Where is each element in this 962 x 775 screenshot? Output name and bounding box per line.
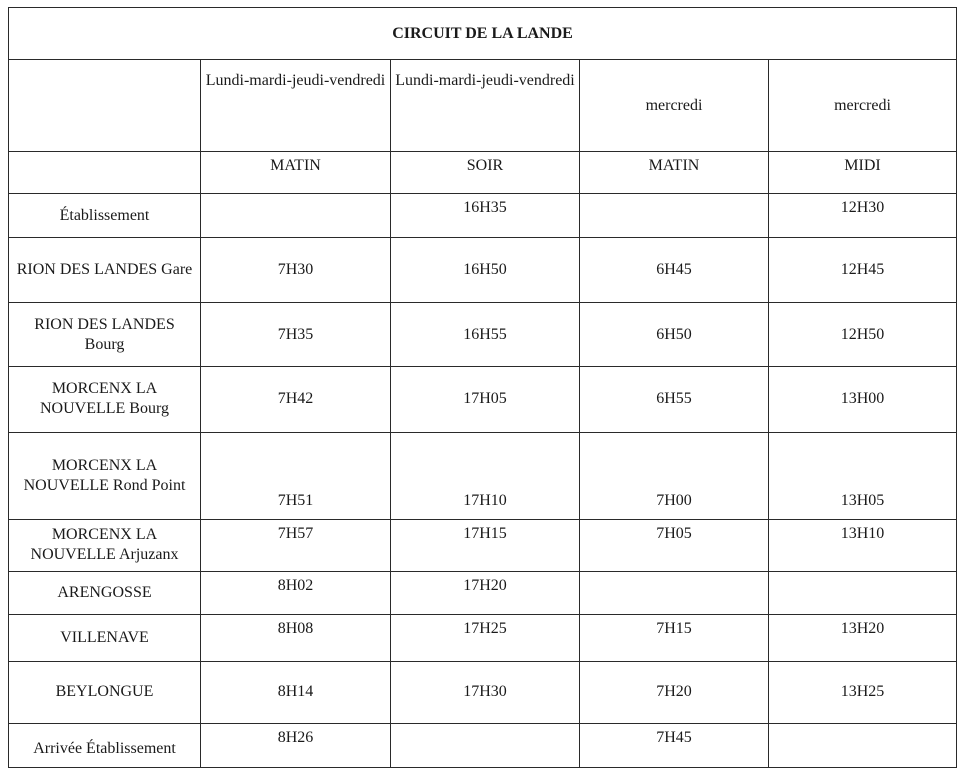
column-days-3: mercredi bbox=[580, 60, 769, 152]
time-cell: 6H55 bbox=[580, 367, 769, 432]
time-cell: 13H20 bbox=[769, 614, 957, 661]
table-row bbox=[9, 432, 957, 519]
table-title: CIRCUIT DE LA LANDE bbox=[9, 8, 957, 60]
table-row bbox=[9, 303, 957, 367]
time-cell: 6H50 bbox=[580, 303, 769, 367]
time-cell: 7H42 bbox=[201, 367, 391, 432]
stop-name: RION DES LANDES Bourg bbox=[9, 303, 201, 367]
time-cell bbox=[580, 194, 769, 238]
column-days-1: Lundi-mardi-jeudi-vendredi bbox=[201, 60, 391, 152]
time-cell: 12H45 bbox=[769, 238, 957, 303]
schedule-table bbox=[8, 7, 957, 768]
stop-name: BEYLONGUE bbox=[9, 661, 201, 723]
column-period-3: MATIN bbox=[580, 152, 769, 194]
column-days-2: Lundi-mardi-jeudi-vendredi bbox=[391, 60, 580, 152]
time-cell: 6H45 bbox=[580, 238, 769, 303]
time-cell: 12H30 bbox=[769, 194, 957, 238]
stop-name: Établissement bbox=[9, 194, 201, 238]
time-cell bbox=[580, 571, 769, 614]
stop-name: VILLENAVE bbox=[9, 614, 201, 661]
time-cell: 13H10 bbox=[769, 519, 957, 571]
time-cell: 7H00 bbox=[580, 432, 769, 519]
table-row bbox=[9, 571, 957, 614]
title-row bbox=[9, 8, 957, 60]
table-row bbox=[9, 519, 957, 571]
time-cell: 16H55 bbox=[391, 303, 580, 367]
time-cell: 7H30 bbox=[201, 238, 391, 303]
table-row bbox=[9, 194, 957, 238]
time-cell: 7H57 bbox=[201, 519, 391, 571]
time-cell: 16H35 bbox=[391, 194, 580, 238]
period-header-row bbox=[9, 152, 957, 194]
schedule-sheet bbox=[8, 7, 956, 768]
time-cell: 8H14 bbox=[201, 661, 391, 723]
time-cell bbox=[391, 723, 580, 767]
time-cell: 7H51 bbox=[201, 432, 391, 519]
time-cell: 17H20 bbox=[391, 571, 580, 614]
stop-name: ARENGOSSE bbox=[9, 571, 201, 614]
stop-name: MORCENX LA NOUVELLE Rond Point bbox=[9, 432, 201, 519]
time-cell: 7H20 bbox=[580, 661, 769, 723]
corner-cell bbox=[9, 60, 201, 152]
stop-name: MORCENX LA NOUVELLE Arjuzanx bbox=[9, 519, 201, 571]
time-cell: 13H05 bbox=[769, 432, 957, 519]
stop-name: RION DES LANDES Gare bbox=[9, 238, 201, 303]
time-cell: 13H00 bbox=[769, 367, 957, 432]
time-cell: 16H50 bbox=[391, 238, 580, 303]
time-cell: 7H35 bbox=[201, 303, 391, 367]
time-cell: 8H02 bbox=[201, 571, 391, 614]
column-days-4: mercredi bbox=[769, 60, 957, 152]
table-row bbox=[9, 238, 957, 303]
table-row bbox=[9, 367, 957, 432]
period-corner-cell bbox=[9, 152, 201, 194]
time-cell: 7H45 bbox=[580, 723, 769, 767]
time-cell: 7H15 bbox=[580, 614, 769, 661]
time-cell: 17H25 bbox=[391, 614, 580, 661]
stop-name: Arrivée Établissement bbox=[9, 723, 201, 767]
table-row bbox=[9, 614, 957, 661]
column-period-4: MIDI bbox=[769, 152, 957, 194]
days-header-row bbox=[9, 60, 957, 152]
time-cell: 17H15 bbox=[391, 519, 580, 571]
time-cell bbox=[201, 194, 391, 238]
table-row bbox=[9, 661, 957, 723]
time-cell: 17H05 bbox=[391, 367, 580, 432]
time-cell: 17H10 bbox=[391, 432, 580, 519]
stop-name: MORCENX LA NOUVELLE Bourg bbox=[9, 367, 201, 432]
time-cell: 13H25 bbox=[769, 661, 957, 723]
column-period-1: MATIN bbox=[201, 152, 391, 194]
time-cell bbox=[769, 723, 957, 767]
time-cell: 8H08 bbox=[201, 614, 391, 661]
time-cell: 17H30 bbox=[391, 661, 580, 723]
time-cell: 8H26 bbox=[201, 723, 391, 767]
time-cell: 7H05 bbox=[580, 519, 769, 571]
time-cell: 12H50 bbox=[769, 303, 957, 367]
time-cell bbox=[769, 571, 957, 614]
column-period-2: SOIR bbox=[391, 152, 580, 194]
table-row bbox=[9, 723, 957, 767]
